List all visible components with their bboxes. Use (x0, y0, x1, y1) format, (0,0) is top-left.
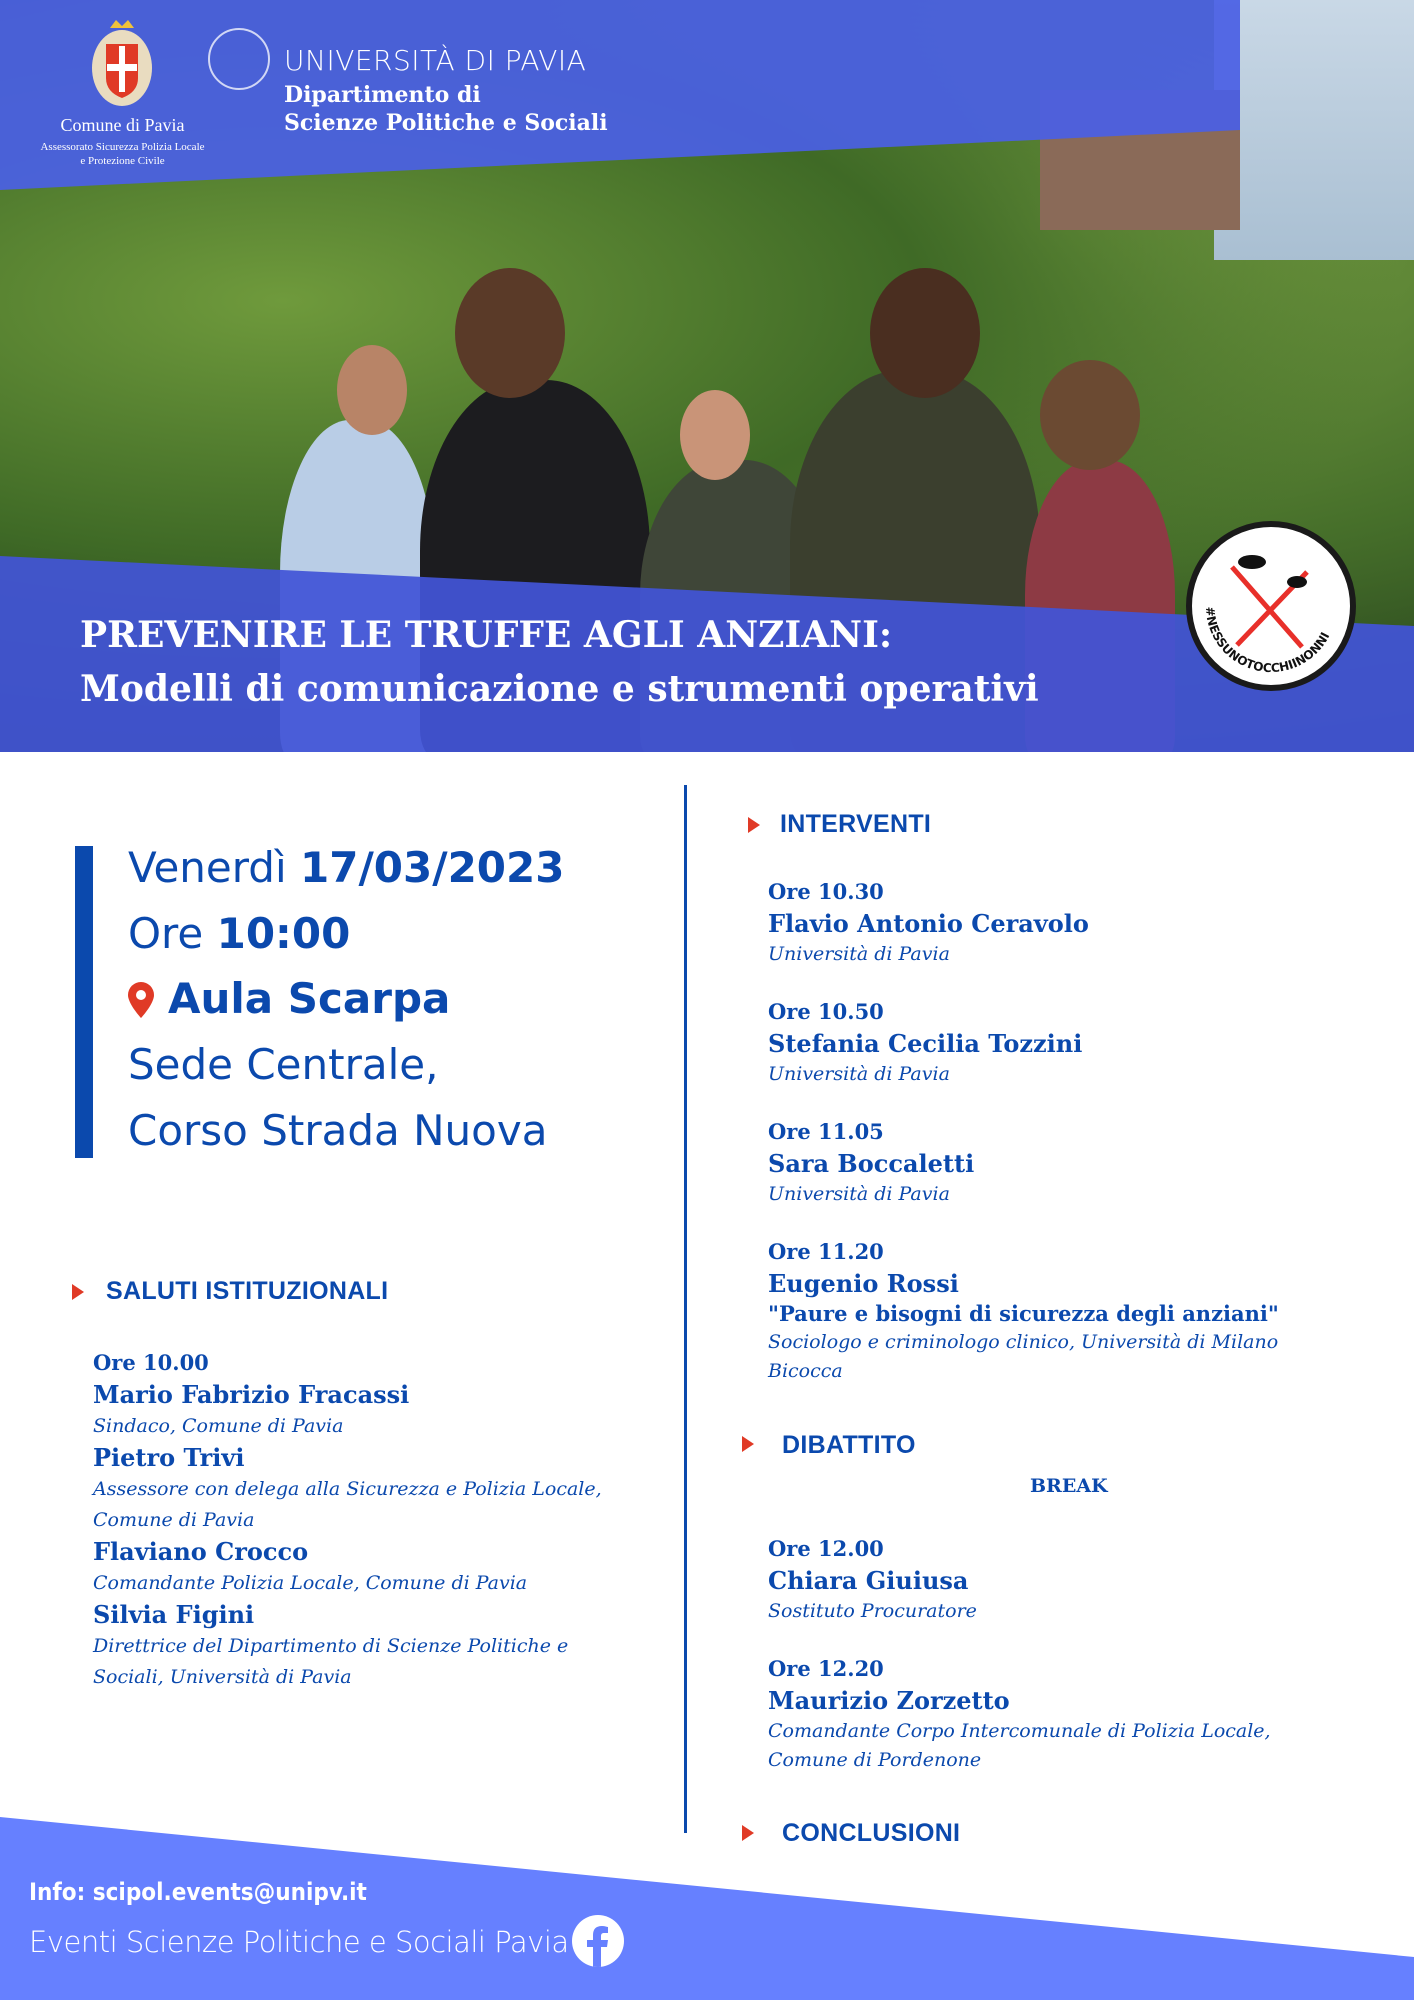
speaker-role: Direttrice del Dipartimento di Scienze Politiche e (93, 1635, 569, 1657)
department-line2: Scienze Politiche e Sociali (284, 110, 608, 136)
badge-text: #NESSUNOTOCCHIINONNI (1202, 606, 1333, 676)
speaker-role: Sociali, Università di Pavia (93, 1666, 352, 1688)
item-affiliation: Comandante Corpo Intercomunale di Polizia Locale, (768, 1720, 1271, 1742)
comune-sub1: Assessorato Sicurezza Polizia Locale (40, 141, 205, 153)
item-time: Ore 11.20 (768, 1239, 884, 1264)
program-item (768, 1534, 1328, 1626)
bullet-arrow-icon (72, 1284, 84, 1300)
item-time: Ore 10.50 (768, 999, 884, 1024)
item-speaker-name: Flavio Antonio Ceravolo (768, 909, 1089, 938)
item-affiliation: Bicocca (768, 1360, 843, 1382)
program-item (768, 1237, 1328, 1386)
bullet-arrow-icon (742, 1825, 754, 1841)
saluti-heading: SALUTI ISTITUZIONALI (106, 1277, 389, 1305)
item-time: Ore 11.05 (768, 1119, 884, 1144)
event-address-2: Corso Strada Nuova (128, 1106, 548, 1155)
speaker-item (93, 1379, 653, 1442)
item-speaker-name: Maurizio Zorzetto (768, 1686, 1010, 1715)
university-seal-icon (208, 28, 270, 90)
facebook-page-link[interactable]: Eventi Scienze Politiche e Sociali Pavia (29, 1925, 569, 1959)
speaker-role: Comune di Pavia (93, 1509, 255, 1531)
item-affiliation: Università di Pavia (768, 1183, 950, 1205)
item-time: Ore 12.20 (768, 1656, 884, 1681)
item-affiliation: Sociologo e criminologo clinico, Università di Milano (768, 1331, 1279, 1353)
bullet-arrow-icon (748, 817, 760, 833)
speaker-item (93, 1599, 653, 1693)
item-time: Ore 12.00 (768, 1536, 884, 1561)
facebook-icon[interactable] (572, 1915, 624, 1967)
nessuno-tocchi-i-nonni-badge (1186, 521, 1356, 691)
item-speaker-name: Stefania Cecilia Tozzini (768, 1029, 1083, 1058)
bullet-arrow-icon (742, 1436, 754, 1452)
event-address-1: Sede Centrale, (128, 1040, 439, 1089)
comune-pavia-crest-icon (90, 16, 154, 108)
speaker-name: Pietro Trivi (93, 1443, 245, 1472)
item-time: Ore 10.30 (768, 879, 884, 904)
item-speaker-name: Sara Boccaletti (768, 1149, 975, 1178)
speaker-name: Mario Fabrizio Fracassi (93, 1380, 410, 1409)
event-time: Ore 10:00 (128, 909, 351, 958)
person-head (1040, 360, 1140, 470)
person-head (680, 390, 750, 480)
info-email-link[interactable]: Info: scipol.events@unipv.it (29, 1878, 367, 1906)
event-subtitle: Modelli di comunicazione e strumenti operativi (80, 668, 1039, 710)
program-item (768, 877, 1328, 969)
item-affiliation: Università di Pavia (768, 1063, 950, 1085)
speaker-role: Assessore con delega alla Sicurezza e Polizia Locale, (93, 1478, 602, 1500)
item-talk-title: "Paure e bisogni di sicurezza degli anziani" (768, 1301, 1279, 1326)
item-affiliation: Comune di Pordenone (768, 1749, 982, 1771)
program-item (768, 1654, 1328, 1775)
saluti-list (93, 1347, 653, 1693)
conclusioni-heading: CONCLUSIONI (782, 1819, 961, 1847)
accent-bar (75, 846, 93, 1158)
column-divider (684, 785, 687, 1833)
speaker-role: Sindaco, Comune di Pavia (93, 1415, 344, 1437)
event-room: Aula Scarpa (168, 974, 451, 1023)
interventi-list (768, 877, 1328, 1414)
speaker-name: Silvia Figini (93, 1600, 255, 1629)
comune-sub2: e Protezione Civile (80, 155, 165, 167)
item-affiliation: Università di Pavia (768, 943, 950, 965)
speaker-role: Comandante Polizia Locale, Comune di Pavia (93, 1572, 528, 1594)
university-name: UNIVERSITÀ DI PAVIA (284, 44, 587, 77)
dibattito-heading: DIBATTITO (782, 1431, 916, 1459)
program-item (768, 1117, 1328, 1209)
item-affiliation: Sostituto Procuratore (768, 1600, 977, 1622)
sky (1214, 0, 1414, 260)
comune-name: Comune di Pavia (60, 115, 185, 135)
event-title: PREVENIRE LE TRUFFE AGLI ANZIANI: (80, 614, 893, 656)
department-line1: Dipartimento di (284, 82, 481, 108)
event-date: Venerdì 17/03/2023 (128, 843, 565, 892)
item-speaker-name: Chiara Giuiusa (768, 1566, 969, 1595)
speaker-name: Flaviano Crocco (93, 1537, 309, 1566)
speaker-item (93, 1442, 653, 1536)
person-head (455, 268, 565, 398)
person-head (870, 268, 980, 398)
interventi-heading: INTERVENTI (780, 810, 932, 838)
person-head (337, 345, 407, 435)
item-speaker-name: Eugenio Rossi (768, 1269, 959, 1298)
speaker-item (93, 1536, 653, 1599)
break-label: BREAK (1030, 1475, 1108, 1497)
saluti-time: Ore 10.00 (93, 1350, 209, 1375)
crossed-thieves-icon (1192, 527, 1350, 685)
location-pin-icon (128, 982, 154, 1018)
speaker-list (93, 1379, 653, 1693)
program-item (768, 997, 1328, 1089)
dibattito-list (768, 1534, 1328, 1803)
